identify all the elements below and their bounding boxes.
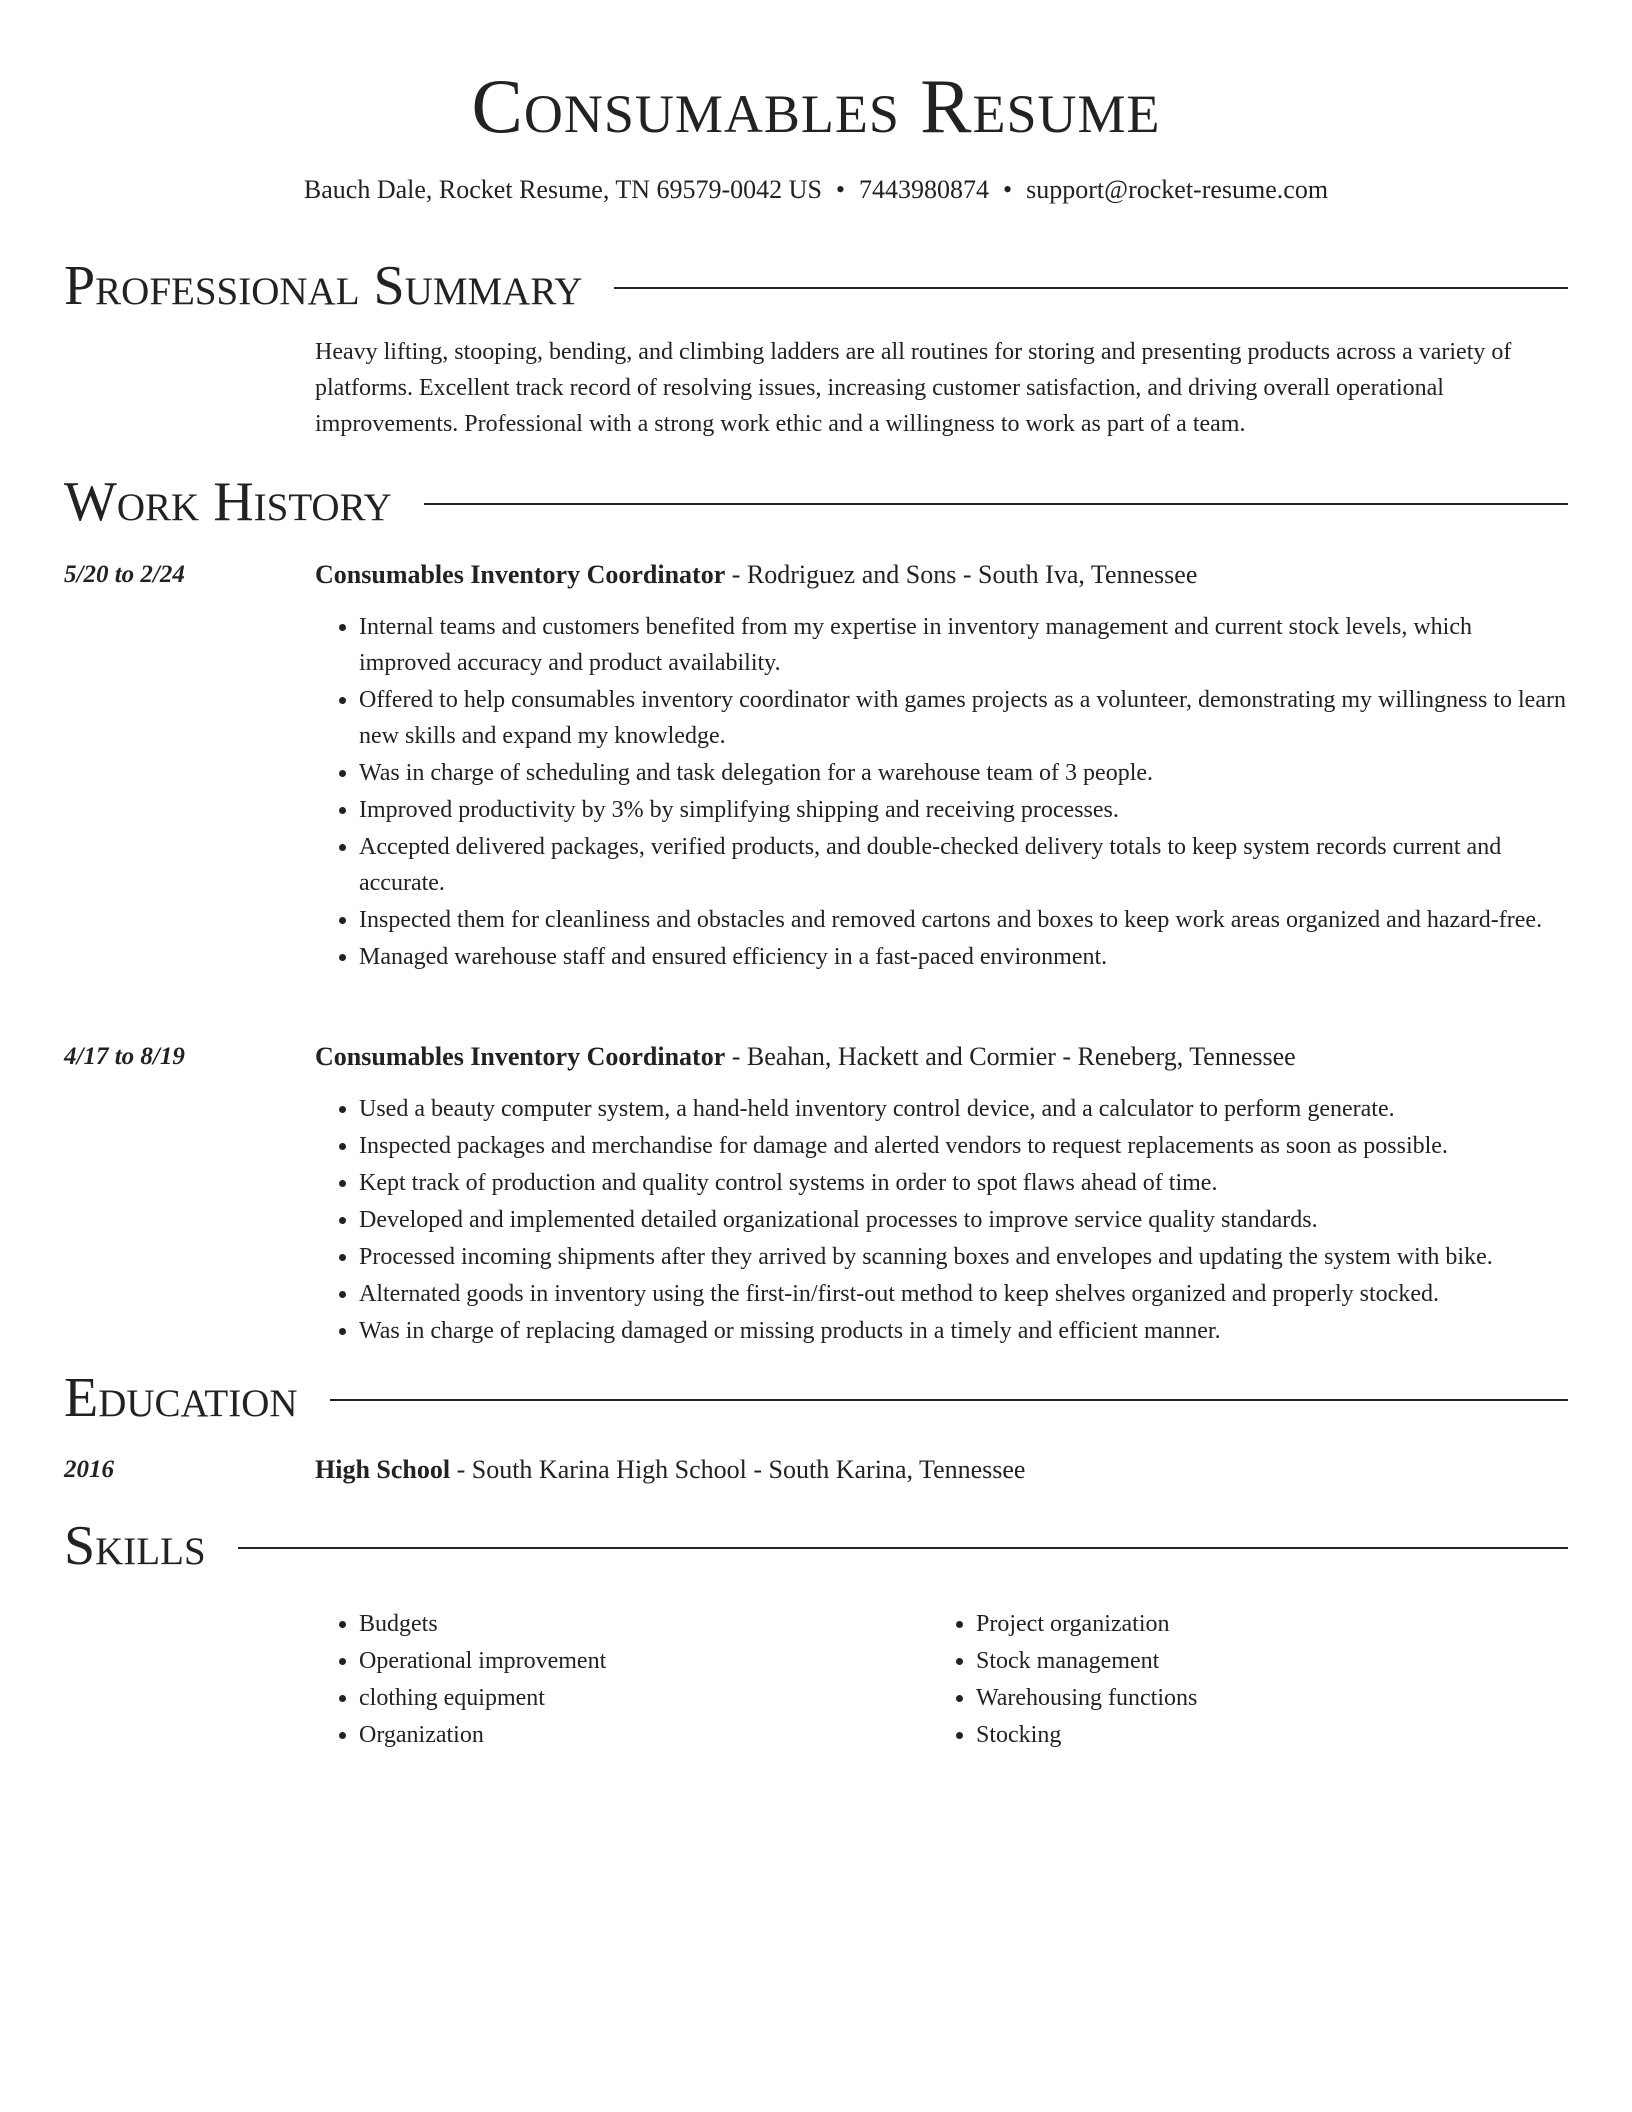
list-item: • Inspected them for cleanliness and obstacles and removed cartons and boxes to keep work areas organized and hazard-free. [359, 902, 1568, 938]
section-divider [424, 503, 1568, 505]
education-heading: Education [64, 1367, 298, 1429]
list-item: • Processed incoming shipments after they arrived by scanning boxes and envelopes and updating the system with bike. [359, 1239, 1568, 1275]
skills-section-header [64, 1514, 1568, 1578]
education-section-header [64, 1366, 1568, 1430]
list-item: • Was in charge of scheduling and task delegation for a warehouse team of 3 people. [359, 755, 1568, 791]
skills-list-left [315, 1606, 925, 1754]
job-title: Consumables Inventory Coordinator [315, 560, 726, 589]
list-item: • Was in charge of replacing damaged or missing products in a timely and efficient manner. [359, 1313, 1568, 1349]
skill-item: • Operational improvement [359, 1643, 925, 1680]
list-item: • Managed warehouse staff and ensured efficiency in a fast-paced environment. [359, 939, 1568, 975]
education-year: 2016 [64, 1456, 114, 1483]
contact-separator: • [1003, 175, 1013, 204]
contact-line [64, 172, 1568, 208]
job-details: - Beahan, Hackett and Cormier - Reneberg, Tennessee [725, 1042, 1296, 1071]
resume-name: Consumables Resume [471, 63, 1161, 149]
summary-text: Heavy lifting, stooping, bending, and climbing ladders are all routines for storing and presenting products across a variety of platforms. Excellent track record of resolving issues, increasing customer satisfaction, and driving overall operational improvements. Professional with a strong work ethic and a willingness to work as part of a team. [315, 339, 1512, 437]
job-bullets [315, 609, 1568, 976]
job-title-line [315, 1039, 1296, 1075]
job-details: - Rodriguez and Sons - South Iva, Tennessee [725, 560, 1198, 589]
list-item: • Improved productivity by 3% by simplifying shipping and receiving processes. [359, 792, 1568, 828]
job-dates: 5/20 to 2/24 [64, 561, 185, 588]
list-item: • Offered to help consumables inventory coordinator with games projects as a volunteer, demonstrating my willingness to learn new skills and expand my knowledge. [359, 682, 1568, 754]
skill-item: • clothing equipment [359, 1680, 925, 1717]
job-title: Consumables Inventory Coordinator [315, 1042, 726, 1071]
job-title-line [315, 557, 1197, 593]
job-bullets [315, 1091, 1568, 1350]
list-item: • Inspected packages and merchandise for damage and alerted vendors to request replacements as soon as possible. [359, 1128, 1568, 1164]
work-heading: Work History [64, 471, 392, 533]
skills-heading: Skills [64, 1515, 206, 1577]
list-item: • Used a beauty computer system, a hand-held inventory control device, and a calculator to perform generate. [359, 1091, 1568, 1127]
skill-item: • Organization [359, 1717, 925, 1754]
contact-email: support@rocket-resume.com [1026, 175, 1329, 204]
work-section-header [64, 470, 1568, 534]
education-line [315, 1452, 1025, 1488]
summary-heading: Professional Summary [64, 255, 583, 317]
job-dates: 4/17 to 8/19 [64, 1043, 185, 1070]
list-item: • Alternated goods in inventory using the first-in/first-out method to keep shelves organized and properly stocked. [359, 1276, 1568, 1312]
contact-separator: • [835, 175, 846, 204]
list-item: • Internal teams and customers benefited from my expertise in inventory management and current stock levels, which improved accuracy and product availability. [359, 609, 1568, 681]
list-item: • Accepted delivered packages, verified products, and double-checked delivery totals to keep system records current and accurate. [359, 829, 1568, 901]
contact-address: Bauch Dale, Rocket Resume, TN 69579-0042 US [303, 175, 822, 204]
skill-item: • Project organization [976, 1606, 1576, 1643]
section-divider [614, 287, 1568, 289]
skills-list-right [932, 1606, 1576, 1754]
summary-section-header [64, 254, 1568, 318]
skill-item: • Warehousing functions [976, 1680, 1576, 1717]
skill-item: • Stocking [976, 1717, 1576, 1754]
education-degree: High School [315, 1455, 451, 1484]
section-divider [330, 1399, 1568, 1401]
contact-phone: 7443980874 [859, 175, 990, 204]
section-divider [238, 1547, 1568, 1549]
list-item: • Developed and implemented detailed organizational processes to improve service quality standards. [359, 1202, 1568, 1238]
education-details: - South Karina High School - South Karina, Tennessee [450, 1455, 1026, 1484]
skill-item: • Stock management [976, 1643, 1576, 1680]
skill-item: • Budgets [359, 1606, 925, 1643]
list-item: • Kept track of production and quality control systems in order to spot flaws ahead of time. [359, 1165, 1568, 1201]
